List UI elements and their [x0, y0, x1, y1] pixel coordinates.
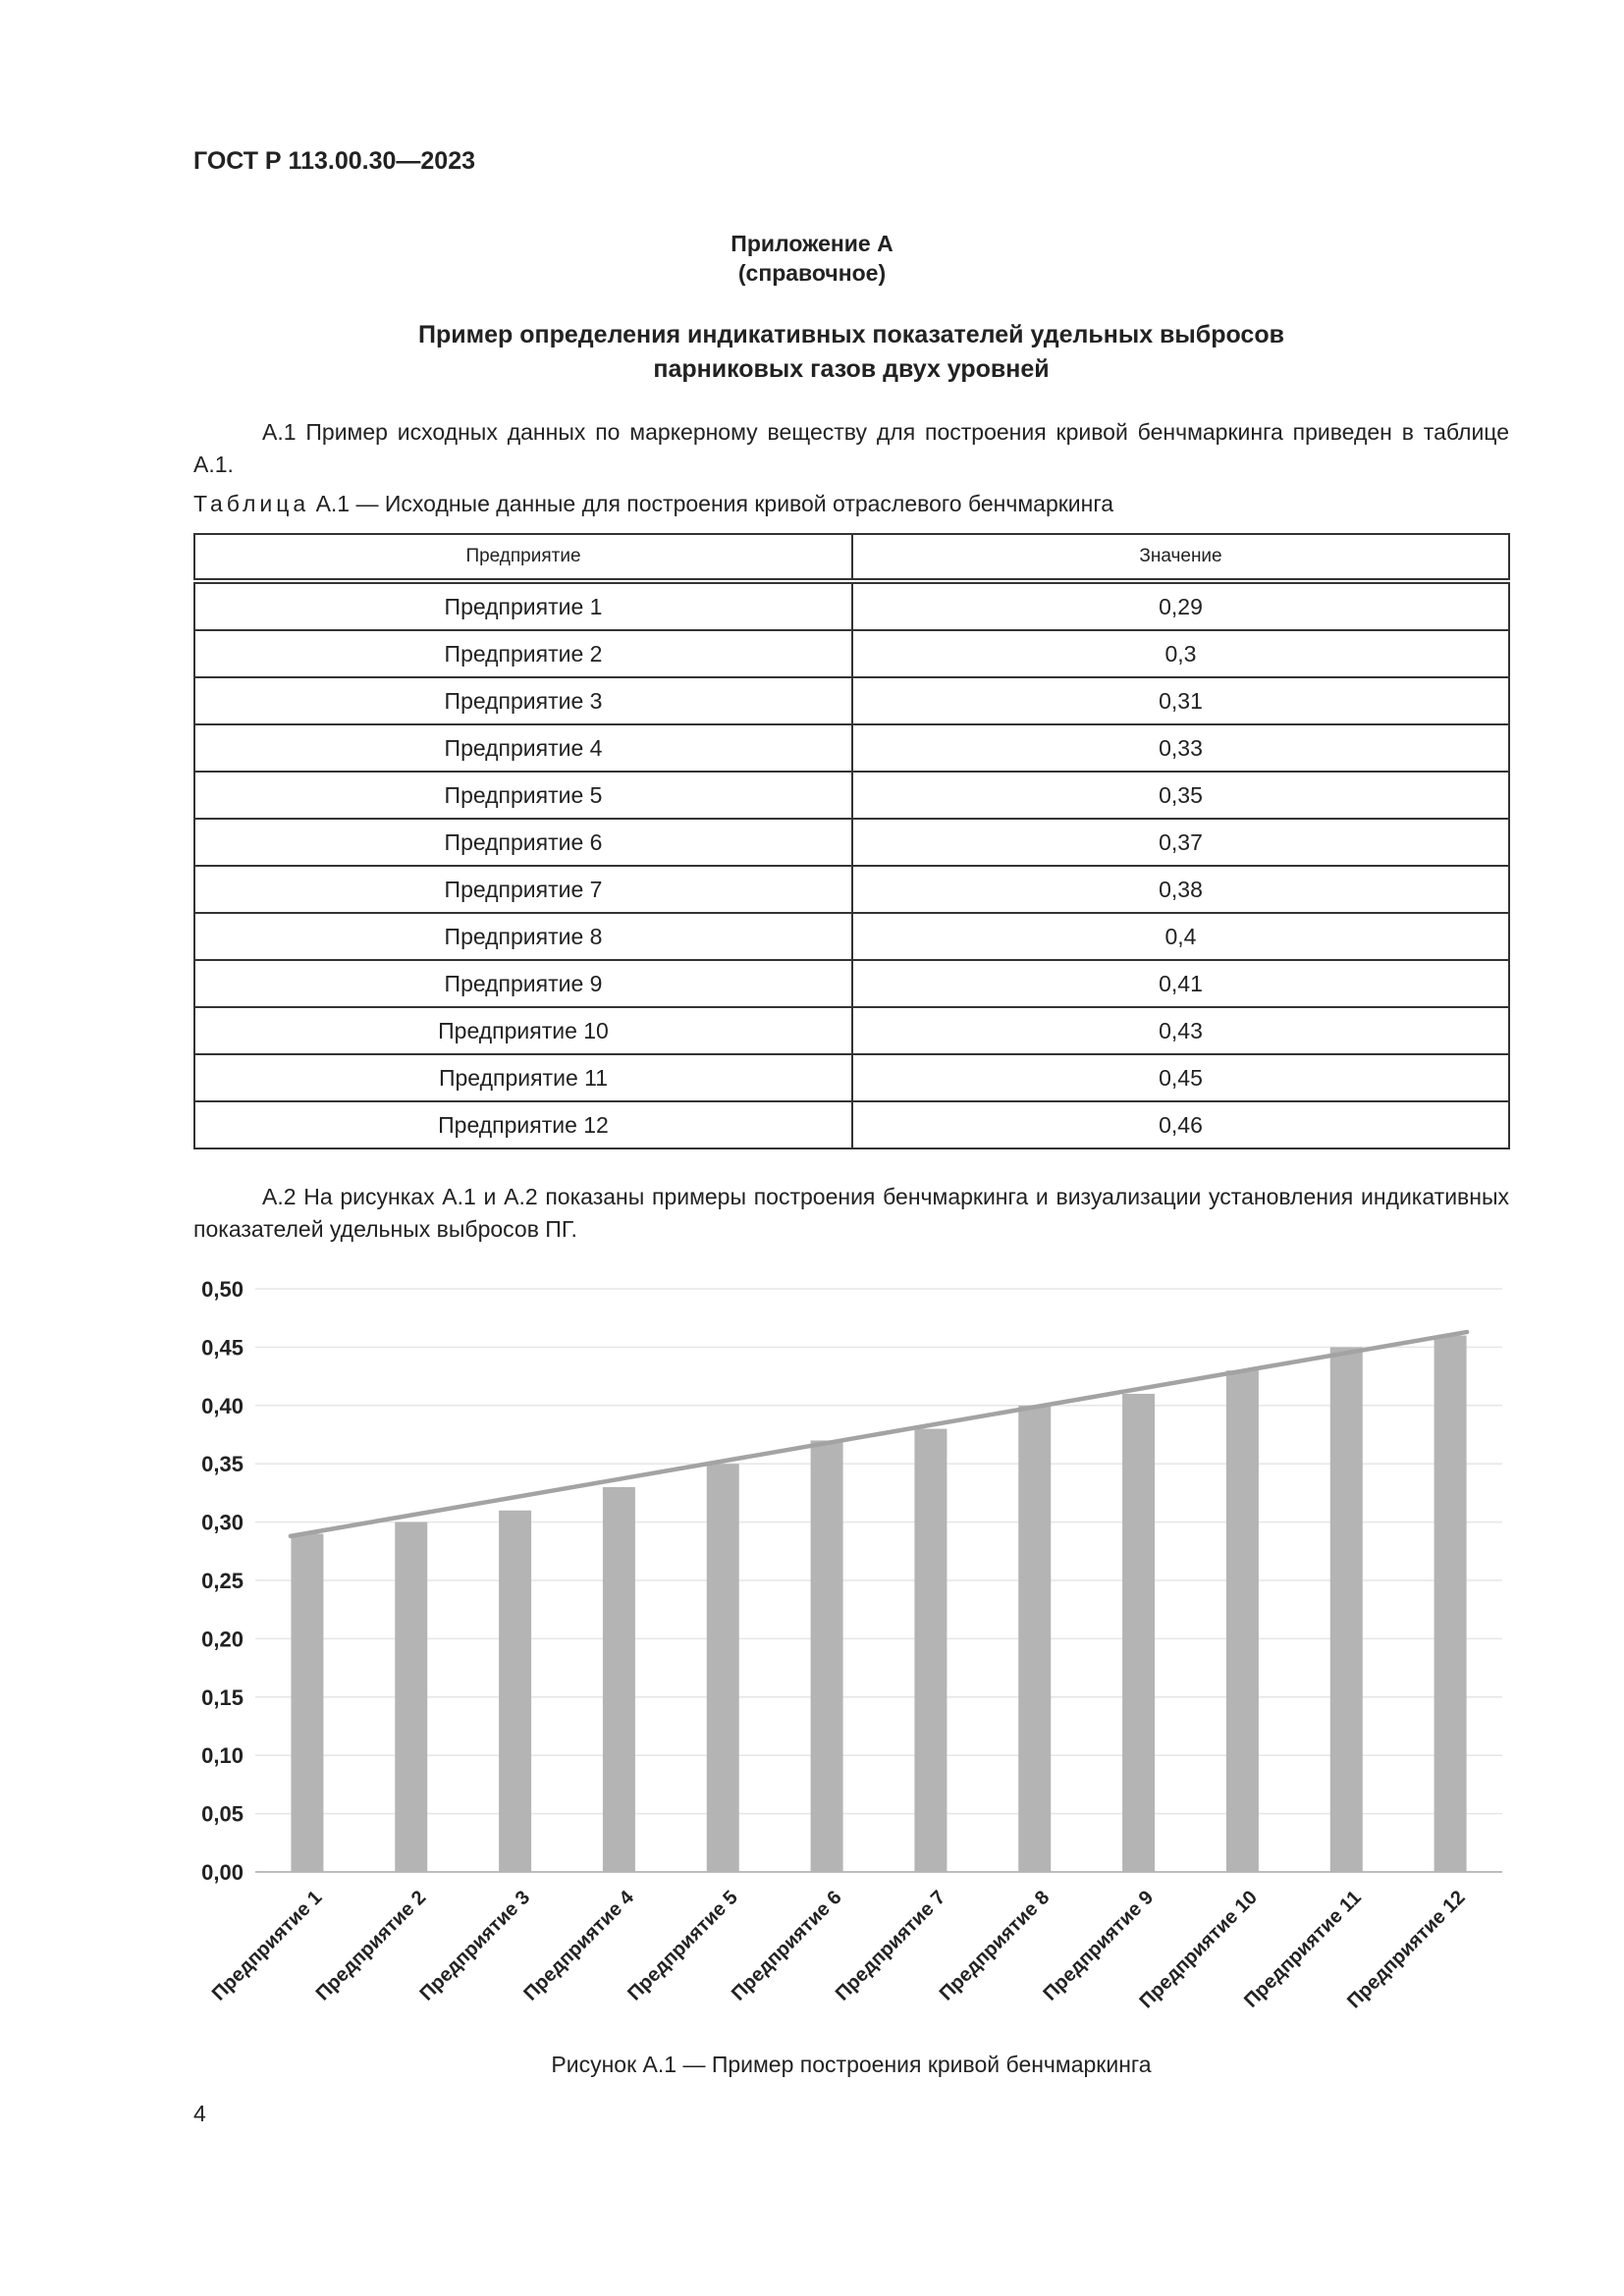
enterprise-cell: Предприятие 3	[194, 677, 852, 724]
x-category-label: Предприятие 1	[207, 1886, 327, 2005]
document-header: ГОСТ Р 113.00.30—2023	[193, 147, 476, 175]
paragraph-a2: А.2 На рисунках А.1 и А.2 показаны примеры построения бенчмаркинга и визуализации установления индикативных показателей удельных выбросов ПГ.	[193, 1184, 1509, 1242]
enterprise-cell: Предприятие 9	[194, 960, 852, 1007]
value-cell: 0,3	[852, 630, 1509, 677]
paragraph-a1: А.1 Пример исходных данных по маркерному веществу для построения кривой бенчмаркинга приведен в таблице А.1.	[193, 419, 1509, 477]
column-header-enterprise: Предприятие	[194, 534, 852, 581]
enterprise-cell: Предприятие 8	[194, 913, 852, 960]
x-category-label: Предприятие 11	[1240, 1886, 1366, 2012]
appendix-label: Приложение А	[731, 231, 893, 256]
value-cell: 0,41	[852, 960, 1509, 1007]
bar	[1226, 1370, 1259, 1872]
value-cell: 0,29	[852, 581, 1509, 630]
page-number: 4	[193, 2101, 206, 2126]
x-category-label: Предприятие 8	[935, 1886, 1055, 2005]
value-cell: 0,43	[852, 1007, 1509, 1054]
value-cell: 0,46	[852, 1101, 1509, 1148]
value-cell: 0,4	[852, 913, 1509, 960]
enterprise-cell: Предприятие 4	[194, 724, 852, 772]
enterprise-cell: Предприятие 12	[194, 1101, 852, 1148]
appendix-title-line-1: Пример определения индикативных показателей удельных выбросов	[418, 321, 1284, 348]
figure-caption: Рисунок А.1 — Пример построения кривой бенчмаркинга	[551, 2052, 1152, 2077]
enterprise-cell: Предприятие 10	[194, 1007, 852, 1054]
y-tick-label: 0,50	[201, 1277, 244, 1302]
enterprise-cell: Предприятие 6	[194, 819, 852, 866]
x-category-label: Предприятие 10	[1135, 1886, 1262, 2013]
value-cell: 0,38	[852, 866, 1509, 913]
value-cell: 0,33	[852, 724, 1509, 772]
bar	[1018, 1406, 1051, 1872]
y-tick-label: 0,30	[201, 1510, 244, 1535]
bar	[1122, 1394, 1155, 1872]
bar	[395, 1522, 427, 1872]
bar	[603, 1487, 635, 1872]
bar	[1435, 1336, 1467, 1872]
x-category-label: Предприятие 12	[1343, 1886, 1470, 2013]
x-category-label: Предприятие 4	[519, 1886, 638, 2005]
bar	[914, 1429, 947, 1872]
column-header-value: Значение	[852, 534, 1509, 581]
bar	[707, 1464, 739, 1872]
bar	[811, 1440, 843, 1872]
y-tick-label: 0,15	[201, 1684, 244, 1710]
value-cell: 0,45	[852, 1054, 1509, 1101]
y-tick-label: 0,05	[201, 1801, 244, 1827]
y-tick-label: 0,45	[201, 1335, 244, 1361]
value-cell: 0,31	[852, 677, 1509, 724]
y-tick-label: 0,35	[201, 1452, 244, 1477]
value-cell: 0,35	[852, 772, 1509, 819]
enterprise-cell: Предприятие 2	[194, 630, 852, 677]
trend-line	[291, 1332, 1467, 1536]
enterprise-cell: Предприятие 11	[194, 1054, 852, 1101]
table-caption-text: А.1 — Исходные данные для построения кривой отраслевого бенчмаркинга	[315, 491, 1114, 516]
bar	[499, 1511, 531, 1872]
y-tick-label: 0,10	[201, 1743, 244, 1769]
y-tick-label: 0,00	[201, 1860, 244, 1885]
enterprise-cell: Предприятие 7	[194, 866, 852, 913]
x-category-label: Предприятие 9	[1039, 1886, 1159, 2005]
x-category-label: Предприятие 6	[728, 1886, 846, 2005]
bar	[291, 1533, 323, 1872]
value-cell: 0,37	[852, 819, 1509, 866]
x-category-label: Предприятие 5	[623, 1886, 742, 2005]
table-caption-word: Таблица	[193, 491, 310, 516]
x-category-label: Предприятие 2	[311, 1886, 431, 2005]
appendix-title-line-2: парниковых газов двух уровней	[653, 355, 1050, 383]
bar	[1330, 1347, 1363, 1872]
x-category-label: Предприятие 3	[415, 1886, 535, 2005]
y-tick-label: 0,40	[201, 1393, 244, 1418]
x-category-label: Предприятие 7	[831, 1886, 950, 2005]
enterprise-cell: Предприятие 1	[194, 581, 852, 630]
y-tick-label: 0,20	[201, 1627, 244, 1652]
enterprise-cell: Предприятие 5	[194, 772, 852, 819]
appendix-kind: (справочное)	[737, 260, 887, 286]
y-tick-label: 0,25	[201, 1569, 244, 1593]
